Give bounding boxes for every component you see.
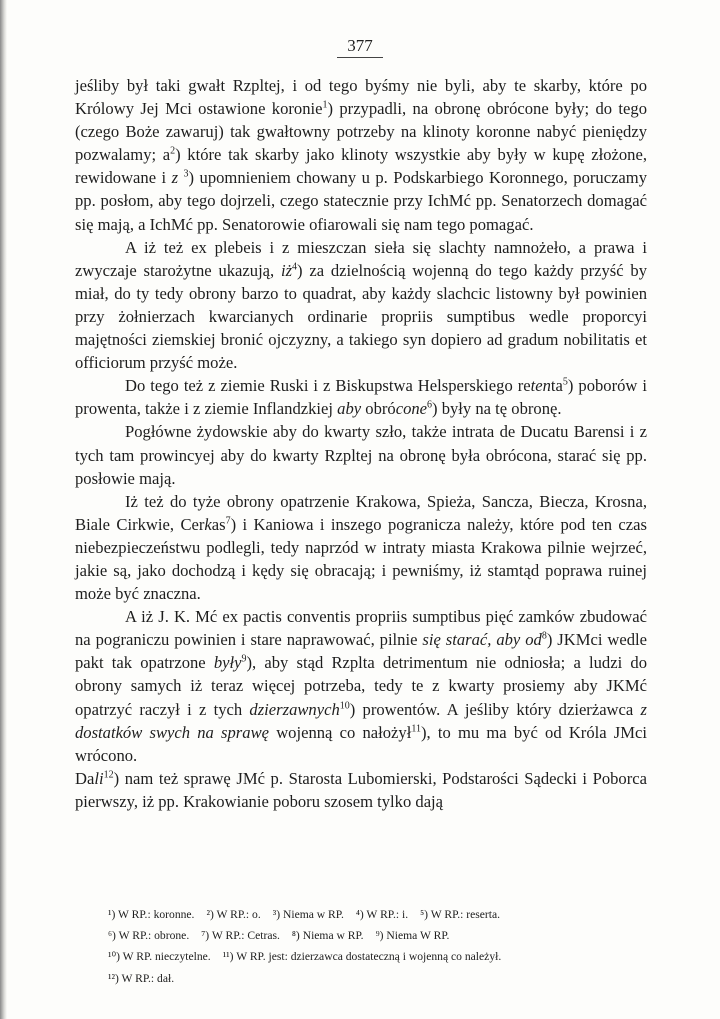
footnote: ³) Niema w RP. (272, 908, 344, 921)
footnote-line (108, 925, 660, 946)
italic-text: aby (337, 399, 362, 419)
italic-text: cone (395, 399, 428, 419)
text-run: A iż J. K. Mć ex pactis conventis propriis sumptibus pięć zamków zbudować na pograniczu powinien i stare naprawować, pilnie (75, 607, 647, 650)
footnote: ¹) W RP.: koronne. (108, 908, 195, 921)
paragraph (75, 767, 647, 813)
footnote-line (108, 904, 660, 925)
footnote: ¹⁰) W RP. nieczytelne. (108, 950, 211, 964)
text-run: Da (75, 768, 95, 788)
footnote-ref: 11 (411, 723, 421, 735)
footnote-ref: 6 (427, 399, 433, 411)
text-run: Iż też do tyże obrony opatrzenie Krakowa, Spieża, Sancza, Biecza, Krosna, Biale Cirkwie, Cer (75, 491, 647, 534)
footnote-ref: 8 (541, 630, 547, 642)
text-run: ) które tak skarby jako klinoty wszystkie aby były w kupę złożone, rewidowane i (75, 145, 647, 188)
italic-text: z dostatków swych na sprawę (75, 699, 647, 742)
paragraph (75, 490, 647, 605)
footnotes (108, 904, 660, 989)
text-run: ) i Kaniowa i inszego pogranicza należy, które pod ten czas niebezpieczeństwu podlegli, tedy naprzód w intraty miasta Krakowa pilnie wejrzeć, jakie są, jako dochodzą i kędy się obracają; i pewniśmy, iż stamtąd poprawa ruinej może być znaczna. (75, 514, 647, 604)
paragraph (75, 420, 647, 489)
text-run: ) JKMci wedle pakt tak opatrzone (75, 630, 647, 673)
text-run: ) poborów i prowenta, także i z ziemie Inflandzkiej (75, 376, 647, 419)
footnote-ref: 12 (103, 769, 114, 781)
footnote-ref: 4 (292, 261, 298, 273)
page-number (0, 36, 720, 56)
footnote-ref: 9 (241, 653, 247, 665)
footnote-ref: 2 (170, 145, 176, 157)
italic-text: się starać, aby od (422, 630, 542, 650)
text-run: ) były na tę obronę. (432, 399, 562, 419)
text-run: ta (550, 376, 563, 396)
text-run: ) nam też sprawę JMć p. Starosta Lubomierski, Podstarości Sądecki i Poborca pierwszy, iż pp. Krakowianie poboru szosem tylko dają (75, 768, 647, 811)
paragraph (75, 605, 647, 767)
italic-text: ten (530, 376, 551, 396)
italic-text: li (94, 768, 104, 788)
text-run: obró (361, 399, 396, 419)
text-run: ) upomnieniem chowany u p. Podskarbiego Koronnego, poruczamy pp. posłom, aby tego dojrzeli, czego statecznie przy IchMć pp. Senatorzech domagać się mają, a IchMć pp. Senatorowie ofiarowali się nam tego pomagać. (75, 168, 648, 234)
text-run: wojenną co nałożył (269, 722, 412, 742)
text-run: ), to mu ma być od Króla JMci wrócono. (75, 722, 647, 765)
italic-text: iż (280, 260, 293, 280)
scan-edge-shadow (0, 0, 7, 1019)
footnote-ref: 5 (562, 376, 568, 388)
footnote-ref: 10 (339, 700, 350, 711)
paragraph (75, 74, 647, 236)
footnote: ⁶) W RP.: obrone. (108, 929, 190, 943)
text-run: jeśliby był taki gwałt Rzpltej, i od tego byśmy nie byli, aby te skarby, które po Królowy Jej Mci ostawione koronie (75, 76, 647, 119)
paragraph (75, 374, 647, 420)
main-text (75, 74, 647, 813)
footnote-line (108, 968, 660, 989)
footnote: ⁸) Niema w RP. (291, 929, 364, 943)
text-run: ) za dzielnością wojenną do tego każdy przyść by miał, do ty tedy obrony barzo to quadrat, aby każdy slachcic listowny był powinien przy żołnierzach kwarcianych ordinarie propriis sumptibus wedle proporcyi majętności ziemskiej bronić ojczyzny, a takiego syn dopiero ad gradum nobilitatis et officiorum przyść może. (75, 260, 647, 373)
page-number-text: 377 (337, 36, 383, 58)
footnote-ref: 1 (322, 99, 328, 111)
text-run: A iż też ex plebeis i z mieszczan sieła się slachty namnożeło, a prawa i zwyczaje starożytne ukazują, (75, 237, 647, 280)
footnote: ⁵) W RP.: reserta. (420, 908, 501, 921)
italic-text: k (204, 514, 212, 534)
footnote: ¹¹) W RP. jest: dzierzawca dostateczną i wojenną co należył. (222, 950, 502, 964)
paragraph (75, 236, 647, 375)
footnote: ⁷) W RP.: Cetras. (201, 929, 280, 943)
italic-text: dzierzawnych (249, 699, 340, 719)
text-run: as (211, 514, 226, 534)
text-run: ) przypadli, na obronę obrócone były; do tego (czego Boże zawaruj) tak gwałtowny potrzeby na klinoty koronne nabyć pieniędzy pozwalamy; a (75, 99, 647, 165)
text-run: Pogłówne żydowskie aby do kwarty szło, także intrata de Ducatu Barensi i z tych tam prowincyej aby do kwarty Rzpltej na obronę była obrócona, starać się pp. posłowie mają. (75, 422, 647, 488)
footnote-ref: 7 (225, 515, 231, 527)
text-run: Do tego też z ziemie Ruski i z Biskupstwa Helsperskiego re (125, 376, 531, 396)
footnote: ¹²) W RP.: dał. (108, 971, 175, 985)
italic-text: były (213, 653, 242, 673)
footnote: ⁴) W RP.: i. (355, 908, 409, 921)
footnote-ref: 3 (183, 168, 189, 180)
text-run: ) prowentów. A jeśliby który dzierżawca (349, 699, 641, 719)
text-run: ), aby stąd Rzplta detrimentum nie odniosła; a ludzi do obrony samych iż teraz więcej potrzeba, tedy te z kwarty prosiemy aby JKMć opatrzyć raczył i z tych (75, 653, 647, 719)
footnote: ⁹) Niema W RP. (375, 929, 450, 943)
footnote: ²) W RP.: o. (206, 908, 261, 921)
footnote-line (108, 946, 660, 967)
italic-text: z (171, 168, 179, 188)
